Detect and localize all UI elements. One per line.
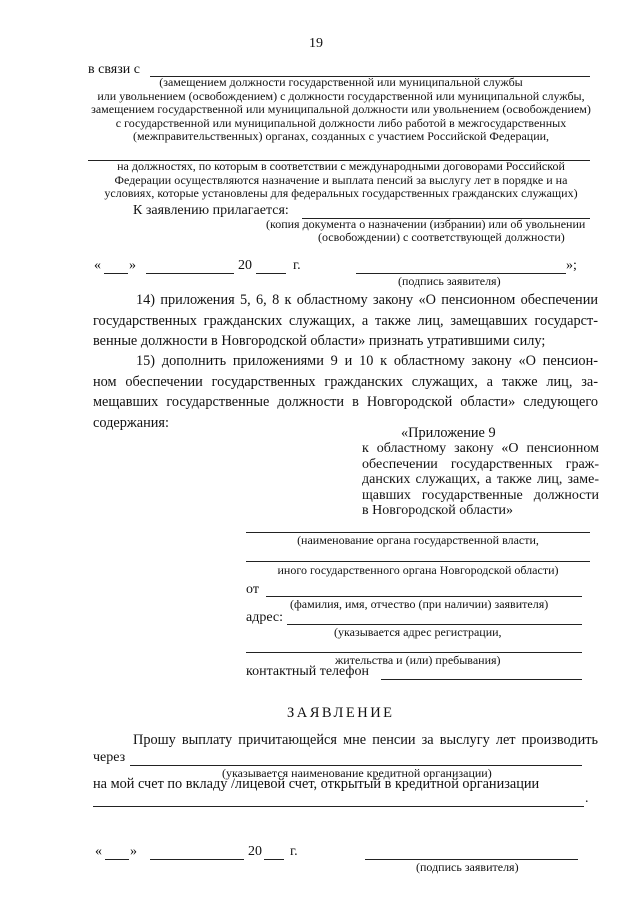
date-year-field[interactable] <box>264 859 284 860</box>
item-15-line: мещавших государственные должности в Новгородской области» следующего <box>93 394 598 410</box>
applicant-name-hint: (фамилия, имя, отчество (при наличии) заявителя) <box>290 597 549 611</box>
date-month-field[interactable] <box>146 273 234 274</box>
appendix-line: к областному закону «О пенсионном <box>362 441 599 456</box>
item-15-line: 15) дополнить приложениями 9 и 10 к областному закону «О пенсион- <box>136 353 598 369</box>
item-14 <box>93 290 598 352</box>
date-day-field[interactable] <box>104 273 128 274</box>
application-text-2: на мой счет по вкладу /лицевой счет, открытый в кредитной организации <box>93 776 540 792</box>
attachment-label: К заявлению прилагается: <box>133 203 289 218</box>
date-year-prefix: 20 <box>238 258 252 273</box>
appendix-title: «Приложение 9 <box>401 425 496 441</box>
application-heading: ЗАЯВЛЕНИЕ <box>287 705 395 721</box>
application-text-1: Прошу выплату причитающейся мне пенсии за выслугу лет производить <box>133 732 598 748</box>
in-connection-hint-2 <box>86 160 596 201</box>
hint-line: (замещением должности государственной или муниципальной службы <box>159 75 523 89</box>
date-open-quote: « <box>95 844 102 859</box>
from-label: от <box>246 582 259 597</box>
hint-line: (межправительственных) органах, созданных с участием Российской Федерации, <box>132 129 550 144</box>
item-14-line: венные должности в Новгородской области» признать утратившими силу; <box>93 333 546 349</box>
signature-end: »; <box>566 258 577 273</box>
hint-line: условиях, которые установлены для федеральных государственных гражданских служащих) <box>104 186 578 201</box>
org-name-hint-2: иного государственного органа Новгородской области) <box>277 563 559 577</box>
signature-hint: (подпись заявителя) <box>416 860 519 874</box>
date-open-quote: « <box>94 258 101 273</box>
phone-label: контактный телефон <box>246 664 369 679</box>
address-label: адрес: <box>246 610 284 625</box>
account-field[interactable] <box>93 806 584 807</box>
hint-line: на должностях, по которым в соответствии с международными договорами Российской <box>117 159 565 173</box>
appendix-line: в Новгородской области» <box>362 503 514 518</box>
item-15 <box>93 351 598 433</box>
in-connection-label: в связи с <box>88 62 140 77</box>
hint-line: замещением государственной или муниципальной должности или увольнением (освобождением) <box>91 102 591 117</box>
in-connection-hint <box>86 76 596 144</box>
date-close-quote: » <box>130 844 137 859</box>
bank-name-hint: (указывается наименование кредитной организации) <box>222 766 492 780</box>
org-name-hint-1: (наименование органа государственной власти, <box>297 533 539 547</box>
appendix-line: щавших государственные должности <box>362 487 599 503</box>
date-close-quote: » <box>129 258 136 273</box>
hint-line: с государственной или муниципальной должности либо работой в межгосударственных <box>115 115 567 130</box>
item-14-line: государственных гражданских служащих, а также лиц, замещавших государст- <box>93 312 598 329</box>
item-15-line: содержания: <box>93 414 169 431</box>
item-14-line: 14) приложения 5, 6, 8 к областному закону «О пенсионном обеспечении <box>136 292 598 308</box>
org-name-field-2[interactable] <box>246 561 590 562</box>
attachment-hint-1: (копия документа о назначении (избрании) или об увольнении <box>266 217 586 231</box>
date-year-prefix: 20 <box>248 844 262 859</box>
item-15-line: ном обеспечении государственных гражданских служащих, а также лиц, за- <box>93 373 598 390</box>
date-day-field[interactable] <box>105 859 129 860</box>
date-year-field[interactable] <box>256 273 286 274</box>
address-hint-2: жительства и (или) пребывания) <box>335 653 501 667</box>
appendix-line: данских служащих, а также лиц, заме- <box>362 472 599 487</box>
signature-hint: (подпись заявителя) <box>398 274 501 288</box>
attachment-hint-2: (освобождении) с соответствующей должности) <box>318 230 565 244</box>
appendix-caption <box>362 441 599 519</box>
hint-line: Федерации осуществляются назначение и выплата пенсий за выслугу лет в порядке и на <box>114 172 568 187</box>
date-month-field[interactable] <box>150 859 244 860</box>
through-label: через <box>93 750 126 765</box>
account-end-dot: . <box>585 791 589 806</box>
address-hint-1: (указывается адрес регистрации, <box>334 625 502 639</box>
hint-line: или увольнением (освобождением) с должности государственной или муниципальной службы, <box>97 88 585 103</box>
date-year-suffix: г. <box>293 258 301 273</box>
date-year-suffix: г. <box>290 844 298 859</box>
appendix-line: обеспечении государственных граж- <box>362 456 599 472</box>
phone-field[interactable] <box>381 679 582 680</box>
page-number: 19 <box>309 36 323 51</box>
